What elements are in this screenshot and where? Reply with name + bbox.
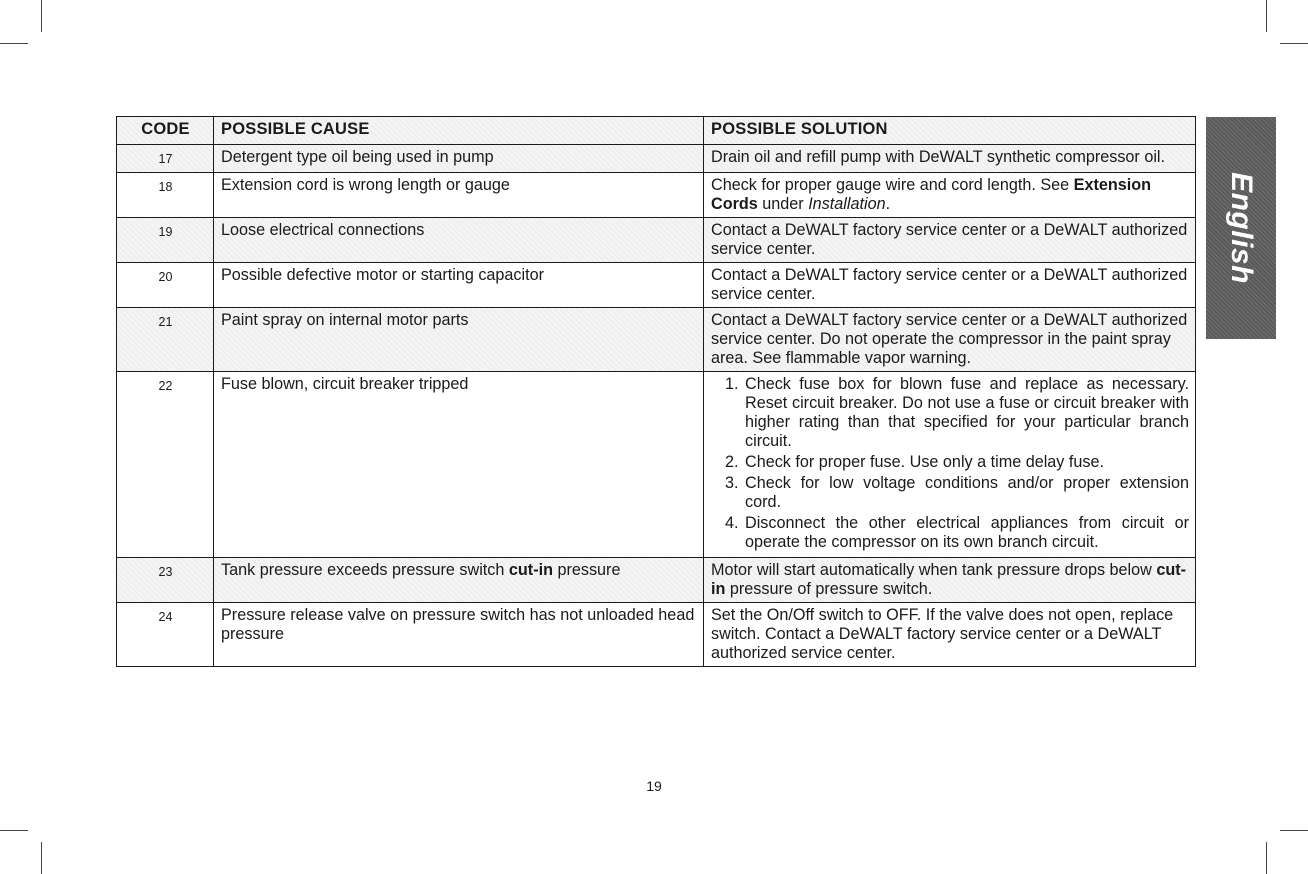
crop-mark <box>1280 830 1308 831</box>
crop-mark <box>1280 43 1308 44</box>
cause-cell <box>214 558 704 603</box>
solution-reference: Installation <box>808 195 886 213</box>
crop-mark <box>1266 842 1267 874</box>
page-number: 19 <box>646 778 662 794</box>
language-tab-label: English <box>1225 172 1258 284</box>
cause-cell: Extension cord is wrong length or gauge <box>214 173 704 218</box>
code-column-header: CODE <box>117 117 214 145</box>
cause-text: Tank pressure exceeds pressure switch <box>221 561 509 579</box>
table-row <box>117 603 1196 667</box>
table-row <box>117 263 1196 308</box>
solution-cell <box>704 558 1196 603</box>
crop-mark <box>41 0 42 32</box>
solution-cell: Contact a DeWALT factory service center or a DeWALT authorized service center. <box>704 218 1196 263</box>
solution-text: Motor will start automatically when tank pressure drops below <box>711 561 1157 579</box>
list-item <box>711 375 1189 451</box>
cause-cell: Paint spray on internal motor parts <box>214 308 704 372</box>
step-number: 1. <box>725 375 739 393</box>
solution-steps-list <box>711 375 1189 552</box>
crop-mark <box>0 830 28 831</box>
list-item <box>711 514 1189 552</box>
solution-emphasis: cut-in <box>711 561 1187 598</box>
troubleshooting-table <box>116 116 1196 667</box>
code-cell: 21 <box>117 308 214 372</box>
cause-cell: Fuse blown, circuit breaker tripped <box>214 372 704 558</box>
table-row <box>117 145 1196 173</box>
step-text: Check for low voltage conditions and/or proper extension cord. <box>745 474 1189 511</box>
crop-mark <box>41 842 42 874</box>
code-cell: 20 <box>117 263 214 308</box>
step-number: 4. <box>725 514 739 532</box>
cause-cell: Loose electrical connections <box>214 218 704 263</box>
solution-text: under <box>757 195 809 213</box>
cause-cell: Pressure release valve on pressure switch has not unloaded head pressure <box>214 603 704 667</box>
code-cell: 24 <box>117 603 214 667</box>
cause-emphasis: cut-in <box>508 561 553 579</box>
step-number: 3. <box>725 474 739 492</box>
solution-text: . <box>885 195 891 213</box>
crop-mark <box>0 43 28 44</box>
solution-emphasis: Extension Cords <box>711 176 1151 213</box>
solution-cell: Set the On/Off switch to OFF. If the valve does not open, replace switch. Contact a DeWALT factory service center or a DeWALT authorized service center. <box>704 603 1196 667</box>
list-item <box>711 453 1189 472</box>
step-number: 2. <box>725 453 739 471</box>
solution-cell <box>704 173 1196 218</box>
step-text: Check fuse box for blown fuse and replace as necessary. Reset circuit breaker. Do not use a fuse or circuit breaker with higher rating than that specified for your particular branch circuit. <box>745 375 1189 450</box>
code-cell: 23 <box>117 558 214 603</box>
code-cell: 18 <box>117 173 214 218</box>
solution-cell <box>704 372 1196 558</box>
solution-text: pressure of pressure switch. <box>725 580 933 598</box>
table-row <box>117 558 1196 603</box>
table-row <box>117 173 1196 218</box>
step-text: Check for proper fuse. Use only a time delay fuse. <box>745 453 1104 471</box>
solution-cell: Contact a DeWALT factory service center or a DeWALT authorized service center. <box>704 263 1196 308</box>
solution-text: Check for proper gauge wire and cord length. See <box>711 176 1074 194</box>
cause-text: pressure <box>552 561 621 579</box>
code-cell: 19 <box>117 218 214 263</box>
code-cell: 22 <box>117 372 214 558</box>
solution-cell: Drain oil and refill pump with DeWALT synthetic compressor oil. <box>704 145 1196 173</box>
cause-cell: Possible defective motor or starting capacitor <box>214 263 704 308</box>
cause-cell: Detergent type oil being used in pump <box>214 145 704 173</box>
solution-cell: Contact a DeWALT factory service center or a DeWALT authorized service center. Do not operate the compressor in the paint spray area. See flammable vapor warning. <box>704 308 1196 372</box>
step-text: Disconnect the other electrical appliances from circuit or operate the compressor on its own branch circuit. <box>745 514 1189 551</box>
cause-column-header: POSSIBLE CAUSE <box>214 117 704 145</box>
code-cell: 17 <box>117 145 214 173</box>
list-item <box>711 474 1189 512</box>
table-row <box>117 308 1196 372</box>
table-row <box>117 218 1196 263</box>
table-row <box>117 372 1196 558</box>
crop-mark <box>1266 0 1267 32</box>
table-header-row <box>117 117 1196 145</box>
solution-column-header: POSSIBLE SOLUTION <box>704 117 1196 145</box>
language-tab <box>1206 117 1276 339</box>
